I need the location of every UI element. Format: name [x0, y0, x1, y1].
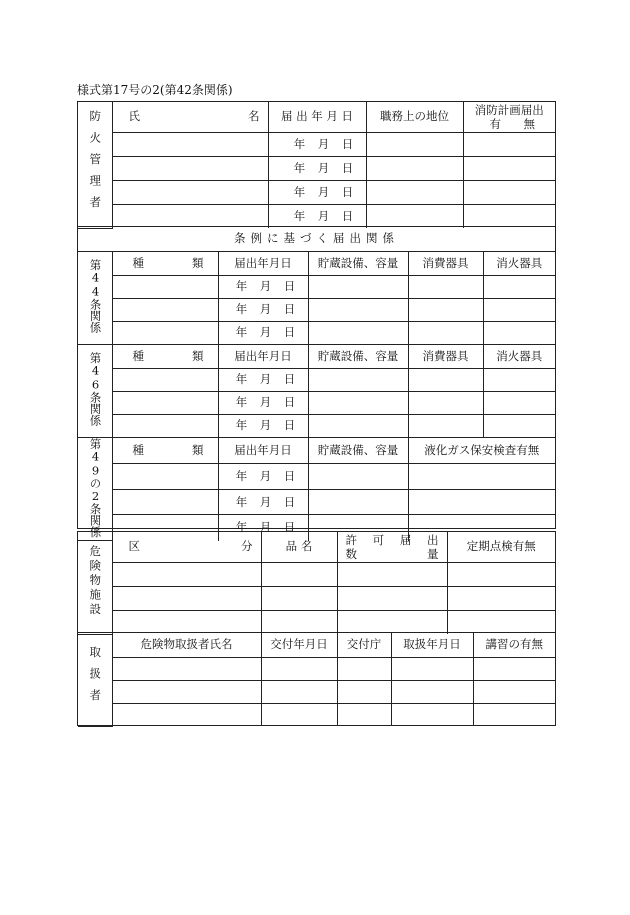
consumer-cell [408, 298, 483, 321]
ordinance-title: 条例に基づく届出関係 [78, 227, 555, 251]
type-cell [112, 489, 218, 515]
storage-cell [308, 464, 408, 490]
header-training: 講習の有無 [473, 633, 555, 657]
storage-cell [308, 368, 408, 391]
date-cell: 年 月 日 [218, 368, 308, 391]
fire-manager-table [77, 101, 556, 227]
extinguisher-cell [483, 275, 555, 298]
storage-cell [308, 414, 408, 437]
manager-position-cell [366, 156, 463, 180]
storage-cell [308, 321, 408, 344]
issuer-cell [337, 657, 391, 680]
consumer-cell [408, 414, 483, 437]
date-cell: 年 月 日 [218, 515, 308, 541]
lpg-inspection-cell [408, 489, 555, 515]
type-cell [112, 414, 218, 437]
header-category: 区 分 [112, 532, 261, 562]
header-position: 職務上の地位 [366, 102, 463, 132]
type-cell [112, 464, 218, 490]
header-periodic-inspection: 定期点検有無 [447, 532, 555, 562]
manager-date-cell: 年 月 日 [268, 180, 366, 204]
header-storage: 貯蔵設備、容量 [308, 344, 408, 368]
handler-table [77, 632, 556, 726]
consumer-cell [408, 391, 483, 414]
form-caption: 様式第17号の2(第42条関係) [77, 83, 233, 97]
date-cell: 年 月 日 [218, 321, 308, 344]
section-49-2-side-label: 第49の2条関係 [78, 437, 112, 541]
storage-cell [308, 489, 408, 515]
consumer-cell [408, 368, 483, 391]
manager-date-cell: 年 月 日 [268, 204, 366, 228]
header-extinguisher: 消火器具 [483, 251, 555, 275]
storage-cell [308, 391, 408, 414]
date-cell: 年 月 日 [218, 464, 308, 490]
manager-position-cell [366, 132, 463, 156]
date-cell: 年 月 日 [218, 414, 308, 437]
extinguisher-cell [483, 298, 555, 321]
handler-name-cell [112, 657, 261, 680]
date-cell: 年 月 日 [218, 275, 308, 298]
quantity-cell [337, 610, 447, 634]
issue-date-cell [261, 703, 337, 726]
handler-side-label: 取扱者 [78, 633, 112, 726]
category-cell [112, 586, 261, 610]
extinguisher-cell [483, 391, 555, 414]
header-type: 種 類 [112, 344, 218, 368]
manager-plan-cell [463, 132, 555, 156]
header-extinguisher: 消火器具 [483, 344, 555, 368]
extinguisher-cell [483, 368, 555, 391]
header-permit-quantity: 許 可 届 出 数 量 [337, 532, 447, 562]
handle-date-cell [391, 703, 473, 726]
section-44-side-label: 第44条関係 [78, 251, 112, 344]
manager-name-cell [112, 204, 268, 228]
header-handle-date: 取扱年月日 [391, 633, 473, 657]
date-cell: 年 月 日 [218, 489, 308, 515]
manager-date-cell: 年 月 日 [268, 156, 366, 180]
handle-date-cell [391, 680, 473, 703]
date-cell: 年 月 日 [218, 298, 308, 321]
manager-position-cell [366, 204, 463, 228]
training-cell [473, 657, 555, 680]
header-handler-name: 危険物取扱者氏名 [112, 633, 261, 657]
manager-plan-cell [463, 156, 555, 180]
hazard-side-label: 危険物施設 [78, 532, 112, 634]
header-date: 届出年月日 [218, 437, 308, 464]
storage-cell [308, 298, 408, 321]
header-storage: 貯蔵設備、容量 [308, 251, 408, 275]
fire-manager-side-label: 防火管理者 [78, 102, 112, 228]
handler-name-cell [112, 680, 261, 703]
extinguisher-cell [483, 414, 555, 437]
section-46-side-label: 第46条関係 [78, 344, 112, 437]
lpg-inspection-cell [408, 464, 555, 490]
header-item-name: 品 名 [261, 532, 337, 562]
quantity-cell [337, 586, 447, 610]
manager-plan-cell [463, 204, 555, 228]
header-issue-date: 交付年月日 [261, 633, 337, 657]
header-type: 種 類 [112, 251, 218, 275]
header-consumer-equipment: 消費器具 [408, 251, 483, 275]
manager-name-cell [112, 156, 268, 180]
handler-name-cell [112, 703, 261, 726]
extinguisher-cell [483, 321, 555, 344]
ordinance-table [77, 226, 556, 537]
item-cell [261, 562, 337, 586]
header-filing-date: 届 出 年 月 日 [268, 102, 366, 132]
training-cell [473, 680, 555, 703]
consumer-cell [408, 321, 483, 344]
header-lpg-inspection: 液化ガス保安検査有無 [408, 437, 555, 464]
header-date: 届出年月日 [218, 344, 308, 368]
header-consumer-equipment: 消費器具 [408, 344, 483, 368]
header-storage: 貯蔵設備、容量 [308, 437, 408, 464]
category-cell [112, 610, 261, 634]
header-plan: 消防計画届出 有 無 [463, 102, 555, 132]
manager-name-cell [112, 180, 268, 204]
date-cell: 年 月 日 [218, 391, 308, 414]
manager-name-cell [112, 132, 268, 156]
inspection-cell [447, 610, 555, 634]
inspection-cell [447, 586, 555, 610]
consumer-cell [408, 275, 483, 298]
item-cell [261, 610, 337, 634]
manager-plan-cell [463, 180, 555, 204]
type-cell [112, 368, 218, 391]
quantity-cell [337, 562, 447, 586]
issuer-cell [337, 703, 391, 726]
issuer-cell [337, 680, 391, 703]
hazard-facility-table [77, 531, 556, 633]
category-cell [112, 562, 261, 586]
header-issuer: 交付庁 [337, 633, 391, 657]
storage-cell [308, 275, 408, 298]
training-cell [473, 703, 555, 726]
issue-date-cell [261, 657, 337, 680]
item-cell [261, 586, 337, 610]
type-cell [112, 275, 218, 298]
manager-position-cell [366, 180, 463, 204]
header-name: 氏 名 [112, 102, 268, 132]
issue-date-cell [261, 680, 337, 703]
inspection-cell [447, 562, 555, 586]
header-date: 届出年月日 [218, 251, 308, 275]
type-cell [112, 298, 218, 321]
handle-date-cell [391, 657, 473, 680]
header-type: 種 類 [112, 437, 218, 464]
manager-date-cell: 年 月 日 [268, 132, 366, 156]
type-cell [112, 391, 218, 414]
type-cell [112, 321, 218, 344]
